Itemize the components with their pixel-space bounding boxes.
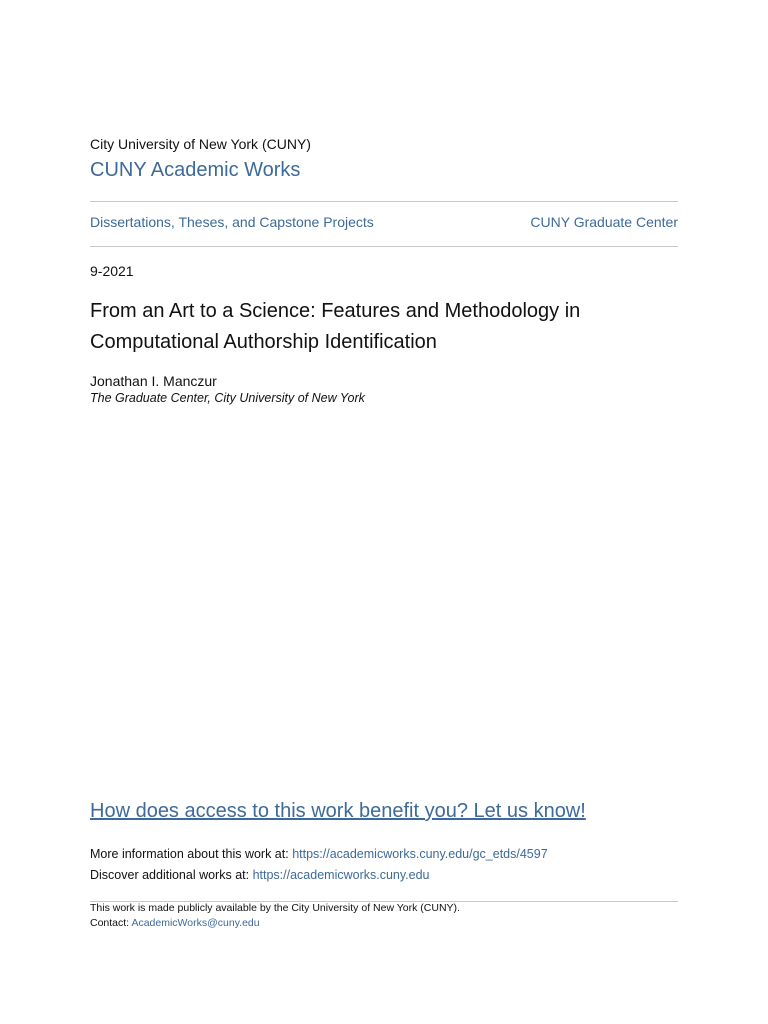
more-info-label: More information about this work at: xyxy=(90,847,293,861)
repository-url-link[interactable]: https://academicworks.cuny.edu xyxy=(252,868,430,882)
discover-line xyxy=(90,868,430,883)
feedback-link[interactable]: How does access to this work benefit you? Let us know! xyxy=(90,800,586,822)
publication-date: 9-2021 xyxy=(90,263,134,279)
availability-notice: This work is made publicly available by the City University of New York (CUNY). xyxy=(90,902,460,914)
document-title: From an Art to a Science: Features and Methodology in Computational Authorship Identification xyxy=(90,300,581,353)
repository-link[interactable]: CUNY Academic Works xyxy=(90,159,301,181)
contact-line xyxy=(90,917,260,930)
department-link[interactable]: CUNY Graduate Center xyxy=(530,214,678,230)
divider-top xyxy=(90,201,678,202)
work-url-link[interactable]: https://academicworks.cuny.edu/gc_etds/4597 xyxy=(292,847,548,861)
contact-label: Contact: xyxy=(90,917,132,929)
author-name: Jonathan I. Manczur xyxy=(90,373,217,389)
more-info-line xyxy=(90,847,548,862)
contact-email-link[interactable]: AcademicWorks@cuny.edu xyxy=(131,917,260,929)
institution-name: City University of New York (CUNY) xyxy=(90,136,311,152)
divider-middle xyxy=(90,246,678,247)
discover-label: Discover additional works at: xyxy=(90,868,253,882)
collection-link[interactable]: Dissertations, Theses, and Capstone Projects xyxy=(90,214,374,230)
author-affiliation: The Graduate Center, City University of New York xyxy=(90,391,365,405)
